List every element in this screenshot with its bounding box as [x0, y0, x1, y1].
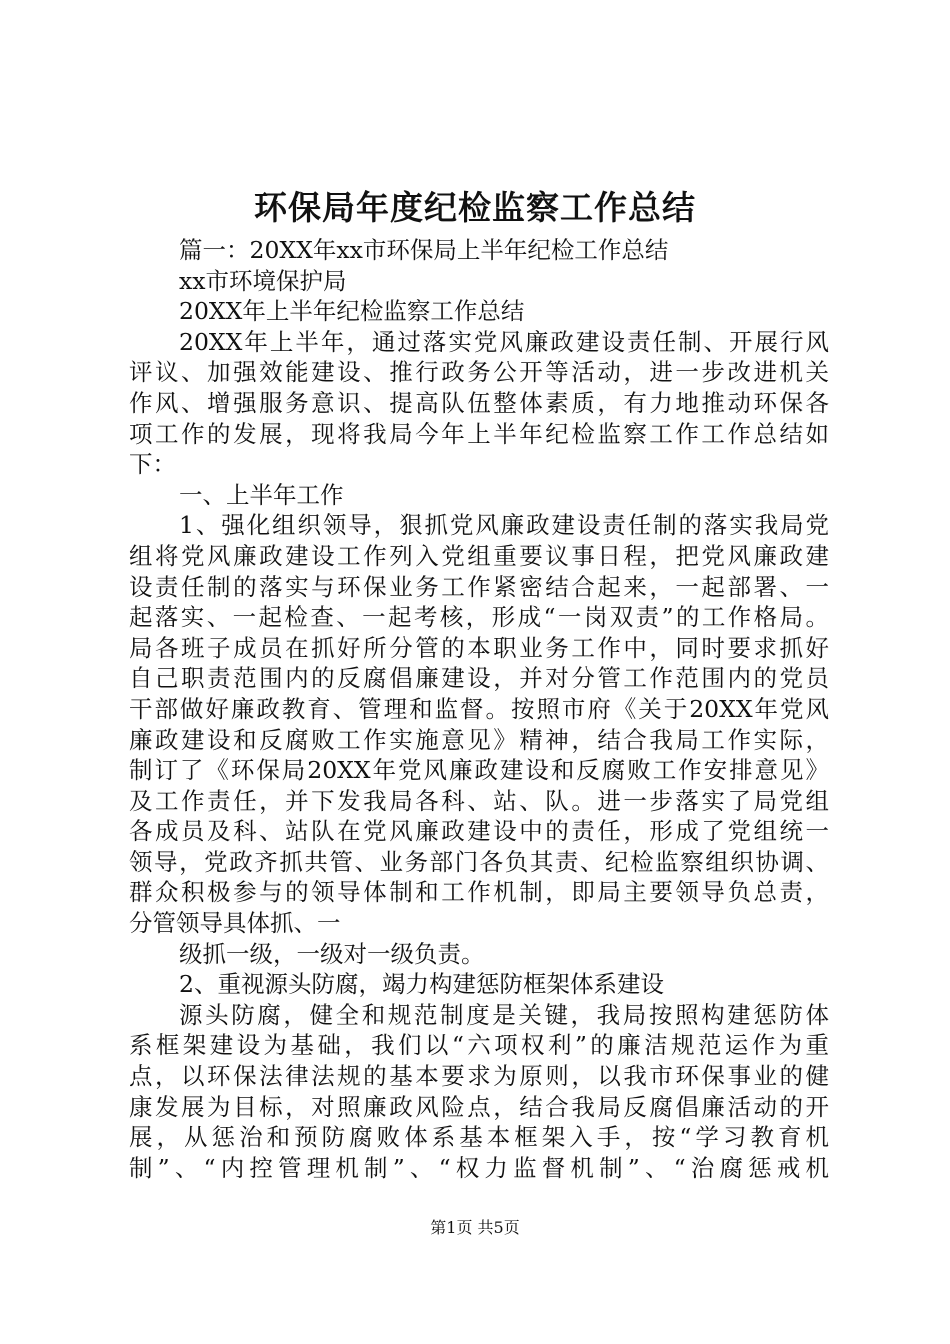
- page-number: 第1页 共5页: [430, 1218, 520, 1237]
- section-heading: 2、重视源头防腐，竭力构建惩防框架体系建设: [179, 970, 664, 999]
- org-line: xx市环境保护局: [179, 266, 347, 295]
- text-line: 展，从惩治和预防腐败体系基本框架入手，按“学习教育机: [129, 1123, 829, 1152]
- text-line: 1、强化组织领导，狠抓党风廉政建设责任制的落实我局党: [179, 511, 829, 540]
- text-line: 作风、增强服务意识、提高队伍整体素质，有力地推动环保各: [129, 388, 829, 417]
- text-line: 各成员及科、站队在党风廉政建设中的责任，形成了党组统一: [129, 817, 829, 846]
- text-line: 源头防腐，健全和规范制度是关键，我局按照构建惩防体: [179, 1000, 829, 1029]
- text-line: 评议、加强效能建设、推行政务公开等活动，进一步改进机关: [129, 358, 829, 387]
- text-line: 项工作的发展，现将我局今年上半年纪检监察工作工作总结如: [129, 419, 829, 448]
- text-line: 领导，党政齐抓共管、业务部门各负其责、纪检监察组织协调、: [129, 847, 829, 876]
- text-line: 分管领导具体抓、一: [129, 909, 341, 938]
- text-line: 下：: [129, 450, 176, 479]
- text-line: 级抓一级，一级对一级负责。: [179, 939, 485, 968]
- text-line: 群众积极参与的领导体制和工作机制，即局主要领导负总责，: [129, 878, 829, 907]
- subtitle-line: 篇一：20XX年xx市环保局上半年纪检工作总结: [179, 236, 669, 264]
- text-line: 制订了《环保局20XX年党风廉政建设和反腐败工作安排意见》: [129, 756, 829, 785]
- text-line: 设责任制的落实与环保业务工作紧密结合起来，一起部署、一: [129, 572, 829, 601]
- text-line: 起落实、一起检查、一起考核，形成“一岗双责”的工作格局。: [129, 603, 829, 632]
- text-line: 制”、“内控管理机制”、“权力监督机制”、“治腐惩戒机: [129, 1153, 829, 1182]
- text-line: 20XX年上半年，通过落实党风廉政建设责任制、开展行风: [179, 327, 829, 356]
- text-line: 组将党风廉政建设工作列入党组重要议事日程，把党风廉政建: [129, 541, 829, 570]
- text-line: 点，以环保法律法规的基本要求为原则，以我市环保事业的健: [129, 1062, 829, 1091]
- report-title-line: 20XX年上半年纪检监察工作总结: [179, 297, 525, 326]
- document-title: 环保局年度纪检监察工作总结: [254, 188, 696, 227]
- text-line: 自己职责范围内的反腐倡廉建设，并对分管工作范围内的党员: [129, 664, 829, 693]
- text-line: 康发展为目标，对照廉政风险点，结合我局反腐倡廉活动的开: [129, 1092, 829, 1121]
- text-line: 干部做好廉政教育、管理和监督。按照市府《关于20XX年党风: [129, 694, 829, 723]
- document-body: [129, 235, 829, 1183]
- text-line: 廉政建设和反腐败工作实施意见》精神，结合我局工作实际，: [129, 725, 829, 754]
- text-line: 及工作责任，并下发我局各科、站、队。进一步落实了局党组: [129, 786, 829, 815]
- text-line: 系框架建设为基础，我们以“六项权利”的廉洁规范运作为重: [129, 1031, 829, 1060]
- text-line: 局各班子成员在抓好所分管的本职业务工作中，同时要求抓好: [129, 633, 829, 662]
- section-heading: 一、上半年工作: [179, 480, 344, 509]
